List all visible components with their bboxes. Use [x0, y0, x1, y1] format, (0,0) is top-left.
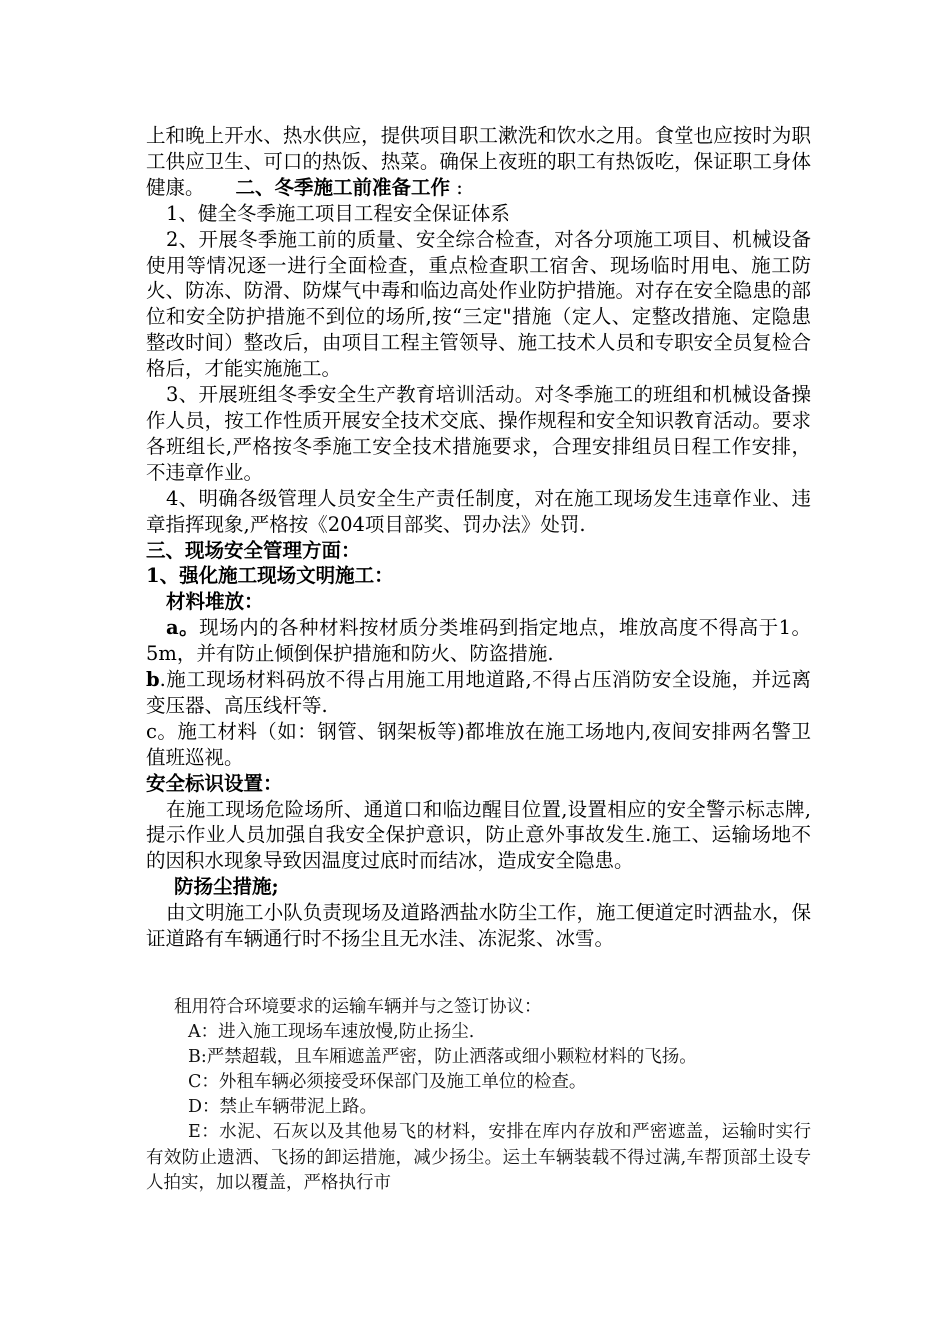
paragraph-vehicle-intro: 租用符合环境要求的运输车辆并与之签订协议：	[174, 997, 542, 1017]
paragraph-item-4: 4、明确各级管理人员安全生产责任制度，对在施工现场发生违章作业、违章指挥现象,严格按《204项目部奖、罚办法》处罚.	[146, 486, 811, 536]
heading-winter-prep-colon: :	[450, 175, 463, 199]
heading-safety-signs: 安全标识设置：	[146, 771, 283, 795]
paragraph-item-a	[146, 615, 811, 667]
heading-material-stacking: 材料堆放：	[166, 590, 264, 614]
label-a: a。	[166, 616, 200, 640]
paragraph-vehicle-a: A：进入施工现场车速放慢,防止扬尘.	[188, 1022, 475, 1043]
paragraph-item-3: 3、开展班组冬季安全生产教育培训活动。对冬季施工的班组和机械设备操作人员，按工作性质开展安全技术交底、操作规程和安全知识教育活动。要求各班组长,严格按冬季施工安全技术措施要求，合理安排组员日程工作安排，不违章作业。	[146, 383, 811, 484]
paragraph-item-b	[146, 667, 811, 719]
paragraph-item-2: 2、开展冬季施工前的质量、安全综合检查，对各分项施工项目、机械设备使用等情况逐一进行全面检查，重点检查职工宿舍、现场临时用电、施工防火、防冻、防滑、防煤气中毒和临边高处作业防护措施。对存在安全隐患的部位和安全防护措施不到位的场所,按“三定"措施（定人、定整改措施、定隐患整改时间）整改后，由项目工程主管领导、施工技术人员和专职安全员复检合格后，才能实施施工。	[146, 227, 811, 381]
paragraph-vehicle-e: E：水泥、石灰以及其他易飞的材料，安排在库内存放和严密遮盖，运输时实行有效防止遗洒、飞扬的卸运措施，减少扬尘。运土车辆装载不得过满,车帮顶部土设专人拍实，加以覆盖，严格执行市	[146, 1122, 811, 1193]
paragraph-canteen	[146, 123, 811, 201]
text-b: .施工现场材料码放不得占用施工用地道路,不得占压消防安全设施，并远离变压器、高压线杆等.	[146, 668, 811, 717]
canteen-text: 上和晚上开水、热水供应，提供项目职工漱洗和饮水之用。食堂也应按时为职工供应卫生、可口的热饭、热菜。确保上夜班的职工有热饭吃，保证职工身体健康。	[146, 124, 811, 199]
paragraph-item-1: 1、健全冬季施工项目工程安全保证体系	[166, 201, 510, 225]
paragraph-vehicle-b: B:严禁超载，且车厢遮盖严密，防止洒落或细小颗粒材料的飞扬。	[188, 1047, 697, 1068]
body-text-lower	[146, 995, 811, 1196]
text-a: 现场内的各种材料按材质分类堆码到指定地点，堆放高度不得高于1。5m，并有防止倾倒保护措施和防火、防盗措施.	[146, 616, 811, 666]
heading-winter-prep: 二、冬季施工前准备工作	[235, 175, 451, 199]
heading-civilized-construction: 1、强化施工现场文明施工：	[146, 564, 394, 588]
paragraph-item-c: c。施工材料（如：钢管、钢架板等)都堆放在施工场地内,夜间安排两名警卫值班巡视。	[146, 719, 811, 769]
paragraph-safety-signs: 在施工现场危险场所、通道口和临边醒目位置,设置相应的安全警示标志牌,提示作业人员加强自我安全保护意识，防止意外事故发生.施工、运输场地不的因积水现象导致因温度过底时而结冰，造成安全隐患。	[146, 797, 811, 873]
heading-site-safety: 三、现场安全管理方面：	[146, 538, 361, 562]
body-text-upper	[146, 123, 811, 952]
paragraph-vehicle-d: D：禁止车辆带泥上路。	[188, 1097, 378, 1118]
label-b: b	[146, 668, 160, 692]
paragraph-vehicle-c: C：外租车辆必须接受环保部门及施工单位的检查。	[188, 1072, 587, 1093]
heading-dust-control: 防扬尘措施;	[174, 875, 279, 899]
paragraph-dust-control: 由文明施工小队负责现场及道路洒盐水防尘工作，施工便道定时洒盐水，保证道路有车辆通行时不扬尘且无水洼、冻泥浆、冰雪。	[146, 901, 811, 951]
